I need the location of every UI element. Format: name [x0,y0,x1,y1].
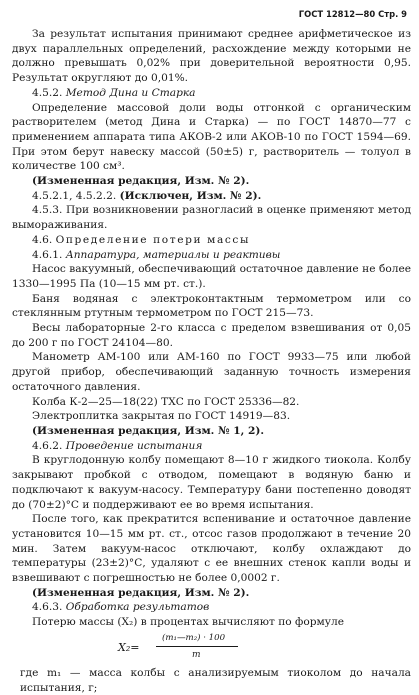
section-heading-4-6-2 [12,439,411,454]
paragraph-procedure: В круглодонную колбу помещают 8—10 г жидкого тиокола. Колбу закрывают пробкой с отводом, помещают в водяную баню и подключают к вакуум-насосу. Температуру бани постепенно доводят до (70±2)°С и поддерживают ее во время испытания. [12,454,411,511]
formula-numerator: (m₁—m₂) · 100 [162,632,226,643]
paragraph-manometer: Манометр АМ-100 или АМ-160 по ГОСТ 9933—75 или любой другой прибор, обеспечивающий заданную точность измерения остаточного давления. [12,351,411,393]
section-title: Проведение испытания [65,439,203,452]
section-number: 4.6. [32,233,53,246]
section-number: 4.6.3. [32,601,63,614]
paragraph-disagreement: 4.5.3. При возникновении разногласий в оценке применяют метод вымораживания. [12,204,411,232]
section-title: Аппаратура, материалы и реактивы [65,248,281,261]
formula-denominator: m [192,649,201,660]
section-number: 4.6.1. [32,248,63,261]
paragraph-flask: Колба К-2—25—18(22) ТХС по ГОСТ 25336—82. [32,395,300,408]
section-title: Определение потери массы [55,233,250,246]
mass-loss-formula [12,631,411,664]
excluded-note: (Исключен, Изм. № 2). [119,189,262,202]
paragraph-water-bath: Баня водяная с электроконтактным термометром или со стеклянным ртутным термометром по ГОСТ 215—73. [12,292,411,320]
paragraph-dean-stark: Определение массовой доли воды отгонкой с органическим растворителем (метод Дина и Старка) — по ГОСТ 14870—77 с применением аппарата типа АКОВ-2 или АКОВ-10 по ГОСТ 1594—69. При этом берут навеску массой (50±5) г, растворитель — толуол в количестве 100 см³. [12,101,411,173]
edition-note: (Измененная редакция, Изм. № 2). [32,175,250,188]
document-body [12,27,411,695]
fraction-bar [156,646,238,647]
edition-note: (Измененная редакция, Изм. № 2). [32,586,250,599]
section-title: Обработка результатов [65,601,210,614]
paragraph-excluded [12,189,411,204]
section-heading-4-6 [12,233,411,248]
formula-lhs: X₂= [118,640,140,654]
section-number: 4.6.2. [32,439,63,452]
paragraph-scales: Весы лабораторные 2-го класса с пределом взвешивания от 0,05 до 200 г по ГОСТ 24104—80. [12,322,411,349]
section-number: 4.5.2. [32,86,63,99]
paragraph-procedure-continued: После того, как прекратится вспенивание и остаточное давление установится 10—15 мм рт. ст., отсос газов продолжают в течение 20 мин. Затем вакуум-насос отключают, колбу охлаждают до температуры (23±2)°С, удаляют с ее внешних стенок капли воды и взвешивают с погрешностью не более 0,0002 г. [12,513,411,585]
paragraph-hotplate: Электроплитка закрытая по ГОСТ 14919—83. [32,410,291,423]
section-heading-4-5-2 [12,86,411,101]
page-header: ГОСТ 12812—80 Стр. 9 [298,9,407,19]
section-title: Метод Дина и Старка [65,86,196,99]
section-number: 4.5.2.1, 4.5.2.2. [32,189,117,202]
paragraph-vacuum-pump: Насос вакуумный, обеспечивающий остаточное давление не более 1330—1995 Па (10—15 мм рт. ст.). [12,263,411,290]
formula-where-clause: где m₁ — масса колбы с анализируемым тиоколом до начала испытания, г; [20,666,411,694]
section-heading-4-6-1 [12,248,411,263]
section-heading-4-6-3 [12,600,411,615]
paragraph-mass-loss: Потерю массы (X₂) в процентах вычисляют по формуле [32,616,344,629]
paragraph-result: За результат испытания принимают среднее арифметическое из двух параллельных определений, расхождение между которыми не должно превышать 0,02% при доверительной вероятности 0,95. Результат округляют до 0,01%. [12,28,411,85]
edition-note: (Измененная редакция, Изм. № 1, 2). [32,424,265,437]
